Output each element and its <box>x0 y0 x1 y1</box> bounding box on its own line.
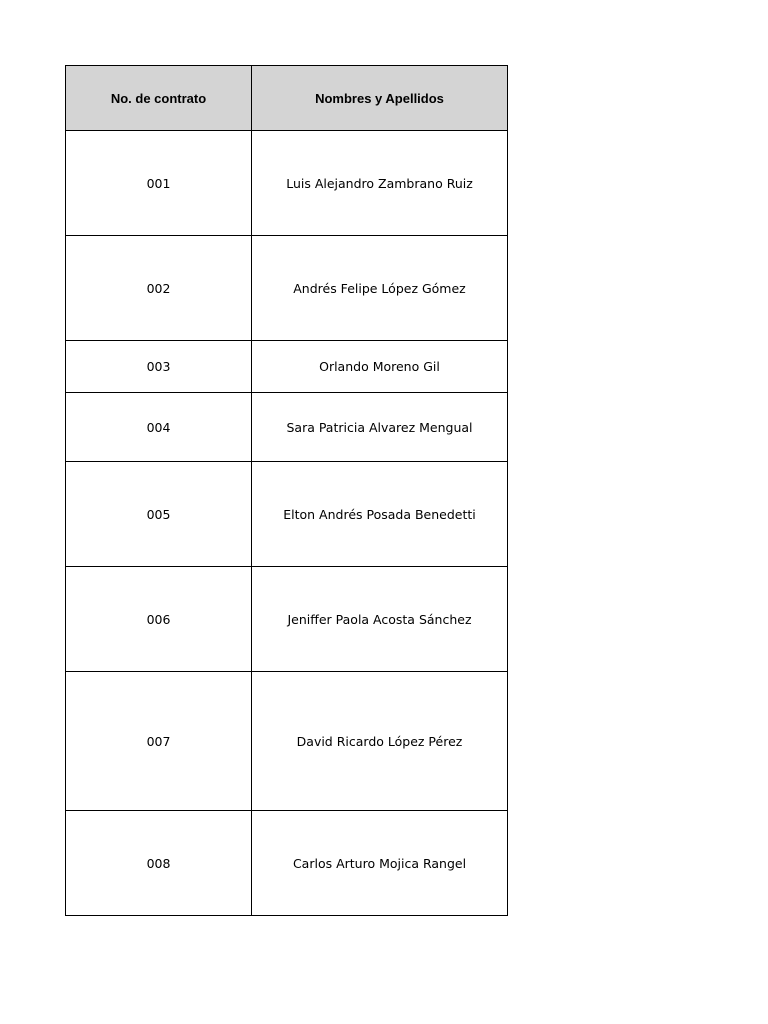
table-row <box>66 341 508 393</box>
contract-number-cell: 006 <box>66 567 252 672</box>
full-name-cell: Luis Alejandro Zambrano Ruiz <box>252 131 508 236</box>
header-full-name: Nombres y Apellidos <box>252 66 508 131</box>
table-row <box>66 462 508 567</box>
full-name-cell: David Ricardo López Pérez <box>252 672 508 811</box>
full-name-cell: Elton Andrés Posada Benedetti <box>252 462 508 567</box>
table-row <box>66 131 508 236</box>
contract-number-cell: 002 <box>66 236 252 341</box>
full-name-cell: Andrés Felipe López Gómez <box>252 236 508 341</box>
full-name-cell: Sara Patricia Alvarez Mengual <box>252 393 508 462</box>
contract-number-cell: 001 <box>66 131 252 236</box>
table-header-row <box>66 66 508 131</box>
full-name-cell: Jeniffer Paola Acosta Sánchez <box>252 567 508 672</box>
contract-number-cell: 004 <box>66 393 252 462</box>
contract-number-cell: 003 <box>66 341 252 393</box>
contract-number-cell: 007 <box>66 672 252 811</box>
contract-number-cell: 008 <box>66 811 252 916</box>
table-row <box>66 672 508 811</box>
contract-number-cell: 005 <box>66 462 252 567</box>
contracts-sheet <box>65 65 507 916</box>
table-row <box>66 236 508 341</box>
table-row <box>66 567 508 672</box>
contracts-table <box>65 65 508 916</box>
table-row <box>66 811 508 916</box>
header-contract-number: No. de contrato <box>66 66 252 131</box>
full-name-cell: Orlando Moreno Gil <box>252 341 508 393</box>
full-name-cell: Carlos Arturo Mojica Rangel <box>252 811 508 916</box>
table-row <box>66 393 508 462</box>
